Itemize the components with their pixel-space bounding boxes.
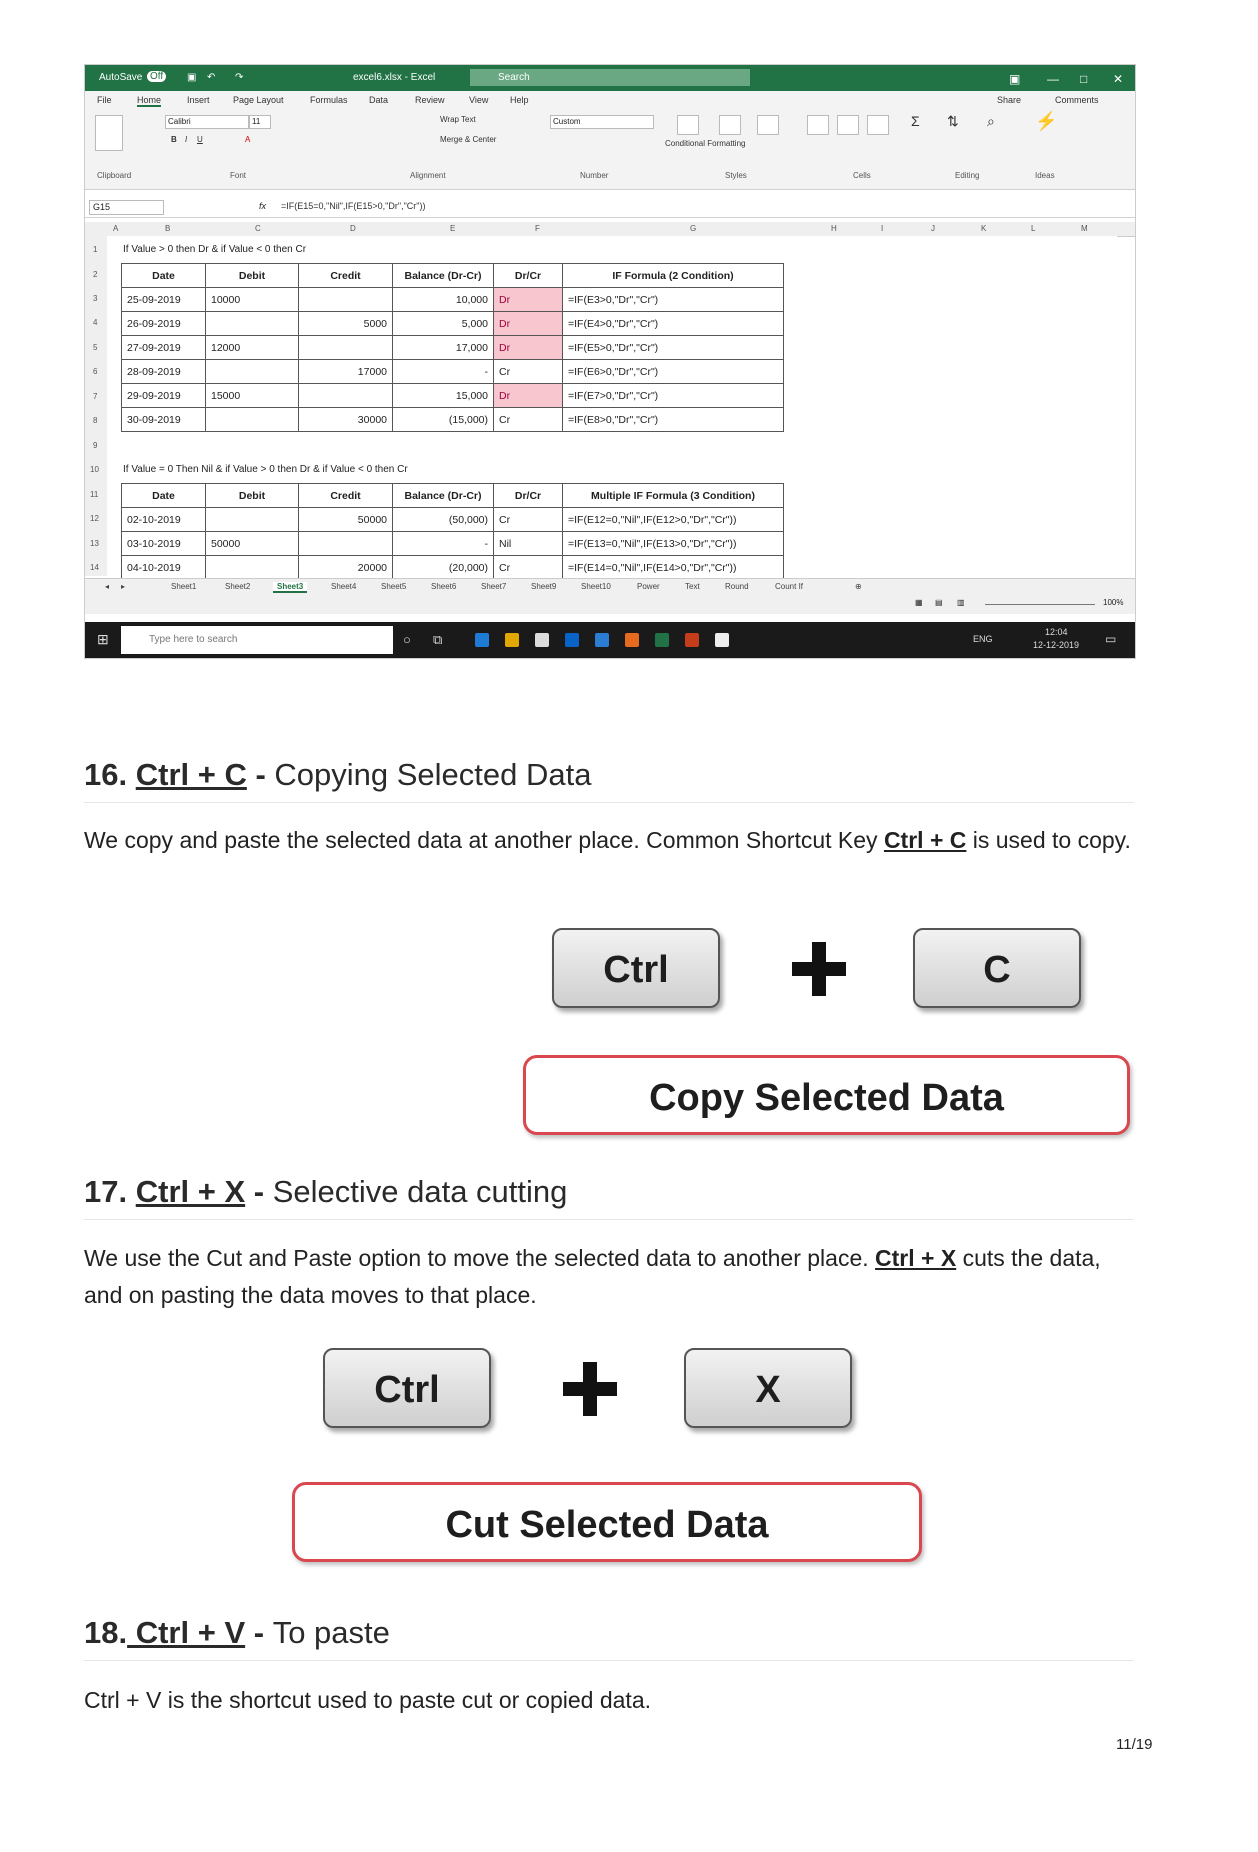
cell[interactable]: [299, 532, 393, 556]
cell[interactable]: 17,000: [393, 336, 494, 360]
title-search-placeholder: Search: [498, 72, 530, 83]
view-normal-icon[interactable]: ▦: [915, 598, 923, 607]
paragraph-text: cuts the data, and on pasting the data moves to that place.: [84, 1245, 1101, 1308]
table-row: [122, 556, 784, 580]
row-12[interactable]: 12: [90, 514, 99, 523]
plus-icon: [560, 1359, 620, 1419]
clock-date[interactable]: 12-12-2019: [1033, 640, 1080, 650]
sheet-tab[interactable]: Round: [725, 582, 749, 591]
language-indicator[interactable]: ENG: [973, 634, 993, 644]
excel-icon[interactable]: [655, 633, 669, 647]
sheet-tab[interactable]: Text: [685, 582, 700, 591]
cell[interactable]: 02-10-2019: [122, 508, 206, 532]
sheet-tab[interactable]: Sheet7: [481, 582, 507, 591]
edge-icon[interactable]: [475, 633, 489, 647]
cell[interactable]: 30000: [299, 408, 393, 432]
cell[interactable]: =IF(E3>0,"Dr","Cr"): [563, 288, 784, 312]
table-row: [122, 408, 784, 432]
t2-header-drcr[interactable]: Dr/Cr: [494, 484, 563, 508]
cell[interactable]: 03-10-2019: [122, 532, 206, 556]
sheet-tab[interactable]: Count If: [775, 582, 804, 591]
windows-taskbar: [85, 622, 1135, 658]
cell[interactable]: =IF(E4>0,"Dr","Cr"): [563, 312, 784, 336]
word-icon[interactable]: [595, 633, 609, 647]
x-key-icon: X: [684, 1348, 852, 1428]
section-17-heading: [84, 1174, 1134, 1220]
cell[interactable]: Dr: [494, 384, 563, 408]
group-alignment: Alignment: [410, 171, 446, 180]
cell[interactable]: -: [393, 360, 494, 384]
table-row: [122, 288, 784, 312]
sheet-tab[interactable]: Power: [637, 582, 660, 591]
col-k[interactable]: K: [981, 224, 987, 233]
font-name-select[interactable]: Calibri: [165, 115, 249, 129]
col-h[interactable]: H: [831, 224, 837, 233]
photos-icon[interactable]: [715, 633, 729, 647]
section-title: Selective data cutting: [272, 1174, 568, 1209]
row-5[interactable]: 5: [93, 343, 98, 352]
underline-button[interactable]: U: [197, 135, 203, 144]
heading-separator: -: [245, 1615, 273, 1650]
group-number: Number: [580, 171, 609, 180]
row-headers: [85, 236, 108, 576]
name-box[interactable]: G15: [89, 200, 164, 215]
col-l[interactable]: L: [1031, 224, 1036, 233]
save-icon[interactable]: ▣: [187, 72, 197, 83]
t2-header-debit[interactable]: Debit: [206, 484, 299, 508]
row-13[interactable]: 13: [90, 539, 99, 548]
c-key-icon: C: [913, 928, 1081, 1008]
delete-cells-icon[interactable]: [837, 115, 859, 135]
worksheet-grid[interactable]: [107, 236, 1117, 576]
tab-scroll-left-icon[interactable]: ◂: [105, 582, 110, 591]
cell[interactable]: Cr: [494, 508, 563, 532]
table-row: [122, 532, 784, 556]
wrap-text-button[interactable]: Wrap Text: [440, 115, 476, 124]
paragraph-text: We copy and paste the selected data at another place. Common Shortcut Key: [84, 827, 884, 853]
number-format-select[interactable]: Custom: [550, 115, 654, 129]
section-17-text: [84, 1240, 1134, 1314]
windows-start-icon[interactable]: ⊞: [97, 631, 109, 647]
ribbon: [85, 109, 1135, 190]
cell[interactable]: 15000: [206, 384, 299, 408]
column-headers: [85, 222, 1135, 237]
cell[interactable]: 20000: [299, 556, 393, 580]
page-number: 11/19: [1116, 1736, 1153, 1753]
cell[interactable]: =IF(E8>0,"Dr","Cr"): [563, 408, 784, 432]
merge-center-button[interactable]: Merge & Center: [440, 135, 497, 144]
minimize-icon[interactable]: —: [1047, 72, 1059, 86]
powerpoint-icon[interactable]: [685, 633, 699, 647]
notifications-icon[interactable]: ▭: [1105, 632, 1117, 646]
col-e[interactable]: E: [450, 224, 456, 233]
close-icon[interactable]: ✕: [1113, 72, 1124, 86]
cell[interactable]: 04-10-2019: [122, 556, 206, 580]
cut-selected-data-label: Cut Selected Data: [292, 1482, 922, 1562]
group-font: Font: [230, 171, 247, 180]
cell[interactable]: 10000: [206, 288, 299, 312]
tab-insert[interactable]: Insert: [187, 95, 210, 105]
tab-formulas[interactable]: Formulas: [310, 95, 348, 105]
group-clipboard: Clipboard: [97, 171, 132, 180]
table-row: [122, 336, 784, 360]
tab-help[interactable]: Help: [510, 95, 529, 105]
col-b[interactable]: B: [165, 224, 171, 233]
cell[interactable]: 50000: [299, 508, 393, 532]
paste-icon[interactable]: [95, 115, 123, 151]
cell[interactable]: (20,000): [393, 556, 494, 580]
copy-selected-data-label: Copy Selected Data: [523, 1055, 1130, 1135]
col-f[interactable]: F: [535, 224, 540, 233]
formula-bar: [85, 197, 1135, 218]
shortcut-key: Ctrl + V: [127, 1615, 246, 1650]
section-number: 17.: [84, 1174, 128, 1209]
cell[interactable]: 25-09-2019: [122, 288, 206, 312]
cell[interactable]: 17000: [299, 360, 393, 384]
tab-scroll-right-icon[interactable]: ▸: [121, 582, 126, 591]
group-editing: Editing: [955, 171, 980, 180]
cell[interactable]: [206, 408, 299, 432]
cell[interactable]: 27-09-2019: [122, 336, 206, 360]
zoom-slider[interactable]: [985, 604, 1095, 605]
ctrl-key-icon: Ctrl: [552, 928, 720, 1008]
format-cells-icon[interactable]: [867, 115, 889, 135]
cell[interactable]: =IF(E13=0,"Nil",IF(E13>0,"Dr","Cr")): [563, 532, 784, 556]
shortcut-key: Ctrl + C: [135, 757, 247, 792]
section-title: To paste: [272, 1615, 390, 1650]
cell[interactable]: 30-09-2019: [122, 408, 206, 432]
cell[interactable]: 50000: [206, 532, 299, 556]
fx-icon[interactable]: fx: [259, 201, 267, 211]
conditional-formatting-button[interactable]: Conditional Formatting: [665, 139, 746, 148]
section-title: Copying Selected Data: [274, 757, 592, 792]
task-view-icon[interactable]: ⧉: [433, 632, 443, 647]
t1-header-drcr[interactable]: Dr/Cr: [494, 264, 563, 288]
font-color-icon[interactable]: A: [245, 135, 251, 144]
cortana-icon[interactable]: ○: [403, 632, 411, 647]
row-6[interactable]: 6: [93, 367, 98, 376]
comments-button[interactable]: Comments: [1055, 95, 1099, 105]
clock-time[interactable]: 12:04: [1045, 627, 1068, 637]
col-i[interactable]: I: [881, 224, 884, 233]
sort-filter-icon[interactable]: ⇅: [947, 113, 959, 129]
col-a[interactable]: A: [113, 224, 119, 233]
cell[interactable]: [299, 336, 393, 360]
sheet-tab[interactable]: Sheet6: [431, 582, 457, 591]
conditional-formatting-icon[interactable]: [677, 115, 699, 135]
format-as-table-icon[interactable]: [719, 115, 741, 135]
cell[interactable]: =IF(E7>0,"Dr","Cr"): [563, 384, 784, 408]
taskbar-search-placeholder: Type here to search: [149, 634, 238, 645]
t1-header-debit[interactable]: Debit: [206, 264, 299, 288]
cell[interactable]: (15,000): [393, 408, 494, 432]
t2-header-formula[interactable]: Multiple IF Formula (3 Condition): [563, 484, 784, 508]
cell[interactable]: [206, 556, 299, 580]
zoom-level: 100%: [1103, 598, 1124, 607]
store-icon[interactable]: [535, 633, 549, 647]
cell[interactable]: =IF(E14=0,"Nil",IF(E14>0,"Dr","Cr")): [563, 556, 784, 580]
row-11[interactable]: 11: [90, 490, 99, 499]
cell[interactable]: 12000: [206, 336, 299, 360]
add-sheet-icon[interactable]: ⊕: [855, 582, 862, 591]
bold-button[interactable]: B: [171, 135, 177, 144]
section-number: 18.: [84, 1615, 128, 1650]
col-c[interactable]: C: [255, 224, 261, 233]
row-8[interactable]: 8: [93, 416, 98, 425]
autosave-toggle[interactable]: Off: [147, 71, 166, 82]
t2-header-balance[interactable]: Balance (Dr-Cr): [393, 484, 494, 508]
redo-icon[interactable]: ↷: [235, 72, 244, 83]
table1-note: If Value > 0 then Dr & if Value < 0 then Cr: [123, 244, 307, 255]
ideas-icon[interactable]: ⚡: [1035, 111, 1058, 131]
maximize-icon[interactable]: □: [1080, 72, 1088, 86]
cell[interactable]: -: [393, 532, 494, 556]
col-j[interactable]: J: [931, 224, 935, 233]
chrome-icon[interactable]: [625, 633, 639, 647]
cell[interactable]: 5,000: [393, 312, 494, 336]
section-16-heading: [84, 757, 1134, 803]
row-7[interactable]: 7: [93, 392, 98, 401]
status-bar: [85, 595, 1135, 614]
view-layout-icon[interactable]: ▤: [935, 598, 943, 607]
col-g[interactable]: G: [690, 224, 697, 233]
cell[interactable]: Dr: [494, 336, 563, 360]
tab-data[interactable]: Data: [369, 95, 389, 105]
t2-header-credit[interactable]: Credit: [299, 484, 393, 508]
excel-screenshot: [84, 64, 1136, 659]
cell-styles-icon[interactable]: [757, 115, 779, 135]
row-2[interactable]: 2: [93, 270, 98, 279]
cell[interactable]: 26-09-2019: [122, 312, 206, 336]
cell[interactable]: Cr: [494, 360, 563, 384]
ribbon-display-icon[interactable]: ▣: [1009, 72, 1021, 86]
table-row: [122, 360, 784, 384]
share-button[interactable]: Share: [997, 95, 1022, 105]
section-16-text: [84, 822, 1134, 859]
sheet-tab-active[interactable]: Sheet3: [273, 582, 307, 593]
group-cells: Cells: [853, 171, 871, 180]
sheet-tab[interactable]: Sheet9: [531, 582, 557, 591]
col-d[interactable]: D: [350, 224, 356, 233]
t1-header-balance[interactable]: Balance (Dr-Cr): [393, 264, 494, 288]
file-title: excel6.xlsx - Excel: [353, 72, 436, 83]
table-row: [122, 508, 784, 532]
section-18-text: Ctrl + V is the shortcut used to paste cut or copied data.: [84, 1687, 652, 1713]
shortcut-key-inline: Ctrl + C: [883, 827, 967, 853]
ribbon-tabs: [85, 91, 1135, 109]
taskbar-search[interactable]: [121, 626, 393, 654]
table-row: [122, 384, 784, 408]
col-m[interactable]: M: [1081, 224, 1088, 233]
cell[interactable]: Cr: [494, 408, 563, 432]
cell[interactable]: 29-09-2019: [122, 384, 206, 408]
row-10[interactable]: 10: [90, 465, 99, 474]
cell[interactable]: =IF(E6>0,"Dr","Cr"): [563, 360, 784, 384]
cell[interactable]: Dr: [494, 312, 563, 336]
table1: [121, 263, 784, 432]
undo-icon[interactable]: ↶: [207, 72, 216, 83]
formula-input[interactable]: =IF(E15=0,"Nil",IF(E15>0,"Dr","Cr")): [281, 201, 426, 211]
cell[interactable]: =IF(E5>0,"Dr","Cr"): [563, 336, 784, 360]
tab-file[interactable]: File: [97, 95, 112, 105]
heading-separator: -: [245, 1174, 273, 1209]
table2: [121, 483, 784, 580]
t1-header-credit[interactable]: Credit: [299, 264, 393, 288]
section-number: 16.: [84, 757, 128, 792]
row-1[interactable]: 1: [93, 245, 98, 254]
sheet-tab[interactable]: Sheet2: [225, 582, 251, 591]
insert-cells-icon[interactable]: [807, 115, 829, 135]
paragraph-text: We use the Cut and Paste option to move the selected data to another place.: [84, 1245, 876, 1271]
cell[interactable]: [299, 384, 393, 408]
row-14[interactable]: 14: [90, 563, 99, 572]
paragraph-text: is used to copy.: [966, 827, 1131, 853]
tab-home[interactable]: Home: [137, 95, 162, 105]
shortcut-key-inline: Ctrl + X: [875, 1245, 957, 1271]
ctrl-key-icon: Ctrl: [323, 1348, 491, 1428]
t1-header-date[interactable]: Date: [122, 264, 206, 288]
excel-title-bar: [85, 65, 1135, 91]
cell[interactable]: 10,000: [393, 288, 494, 312]
cell[interactable]: [299, 288, 393, 312]
row-9[interactable]: 9: [93, 441, 98, 450]
table2-note: If Value = 0 Then Nil & if Value > 0 then Dr & if Value < 0 then Cr: [123, 464, 408, 475]
shortcut-key: Ctrl + X: [135, 1174, 246, 1209]
t1-header-formula[interactable]: IF Formula (2 Condition): [563, 264, 784, 288]
sheet-tabs: [85, 578, 1135, 596]
cell[interactable]: [206, 360, 299, 384]
cell[interactable]: =IF(E12=0,"Nil",IF(E12>0,"Dr","Cr")): [563, 508, 784, 532]
group-ideas: Ideas: [1035, 171, 1055, 180]
cell[interactable]: 28-09-2019: [122, 360, 206, 384]
table-row: [122, 312, 784, 336]
cell[interactable]: Cr: [494, 556, 563, 580]
autosum-icon[interactable]: Σ: [911, 113, 920, 129]
plus-icon: [789, 939, 849, 999]
group-styles: Styles: [725, 171, 747, 180]
t2-header-date[interactable]: Date: [122, 484, 206, 508]
mail-icon[interactable]: [565, 633, 579, 647]
font-size-select[interactable]: 11: [249, 115, 271, 129]
cell[interactable]: [206, 508, 299, 532]
row-4[interactable]: 4: [93, 318, 98, 327]
tab-page-layout[interactable]: Page Layout: [233, 95, 284, 105]
autosave-label: AutoSave: [99, 72, 143, 83]
section-18-heading: [84, 1615, 1134, 1661]
italic-button[interactable]: I: [185, 135, 188, 144]
find-select-icon[interactable]: ⌕: [987, 113, 995, 129]
cell[interactable]: [206, 312, 299, 336]
tab-review[interactable]: Review: [415, 95, 445, 105]
row-3[interactable]: 3: [93, 294, 98, 303]
sheet-tab[interactable]: Sheet4: [331, 582, 357, 591]
cell[interactable]: 5000: [299, 312, 393, 336]
explorer-icon[interactable]: [505, 633, 519, 647]
cell[interactable]: Dr: [494, 288, 563, 312]
heading-separator: -: [246, 757, 275, 792]
cell[interactable]: (50,000): [393, 508, 494, 532]
sheet-tab[interactable]: Sheet5: [381, 582, 407, 591]
view-break-icon[interactable]: ▥: [957, 598, 965, 607]
cell[interactable]: Nil: [494, 532, 563, 556]
sheet-tab[interactable]: Sheet1: [171, 582, 197, 591]
cell[interactable]: 15,000: [393, 384, 494, 408]
tab-view[interactable]: View: [469, 95, 489, 105]
title-search-box[interactable]: [470, 69, 750, 86]
sheet-tab[interactable]: Sheet10: [581, 582, 611, 591]
